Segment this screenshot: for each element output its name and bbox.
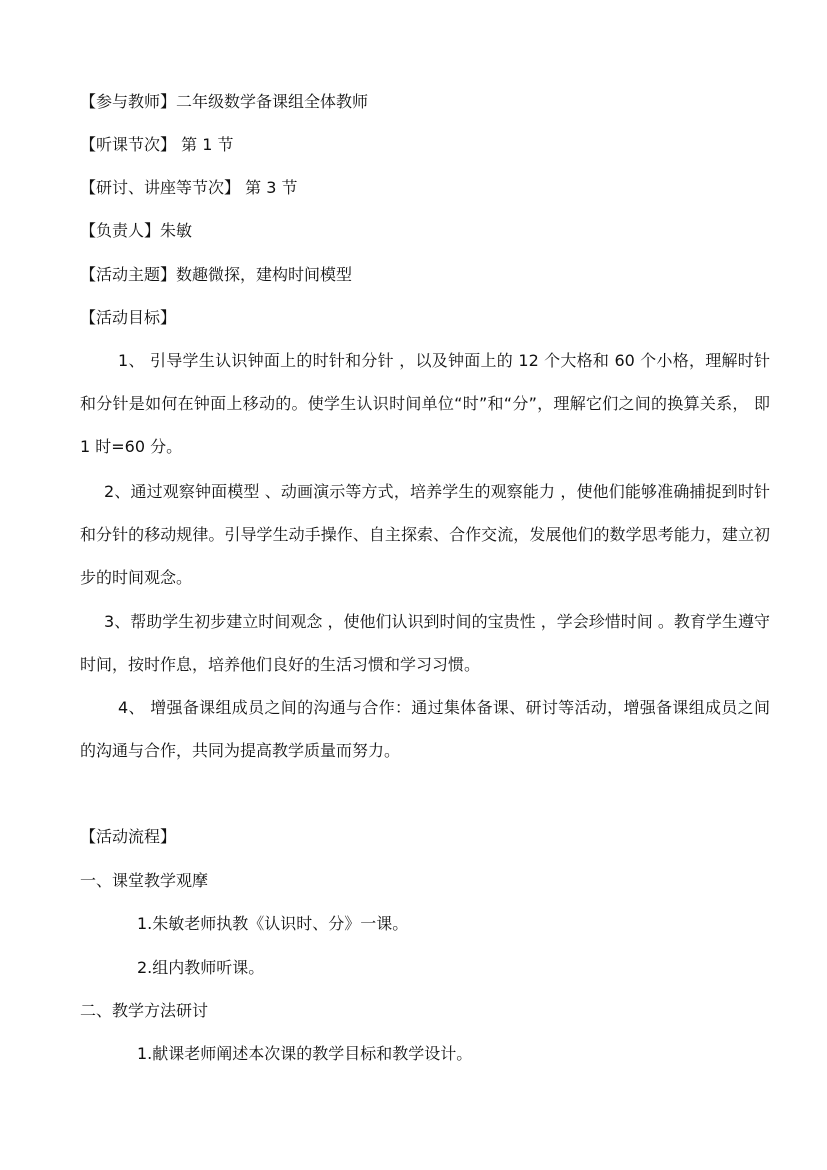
activity-theme-line xyxy=(80,264,352,286)
participants-line xyxy=(80,91,368,113)
activity-theme-label: 【活动主题】 xyxy=(80,265,177,284)
person-in-charge-line xyxy=(80,220,192,242)
participants-label: 【参与教师】 xyxy=(80,92,177,111)
seminar-period-label: 【研讨、讲座等节次】 xyxy=(80,178,241,197)
lesson-period-line xyxy=(80,134,233,156)
activity-theme-value: 数趣微探，建构时间模型 xyxy=(176,265,353,284)
section-1-title: 一、课堂教学观摩 xyxy=(80,871,209,890)
process-heading: 【活动流程】 xyxy=(80,827,177,846)
person-in-charge-value: 朱敏 xyxy=(160,221,193,240)
lesson-period-label: 【听课节次】 xyxy=(80,135,177,154)
person-in-charge-label: 【负责人】 xyxy=(80,221,161,240)
goal-item-4: 4、 增强备课组成员之间的沟通与合作：通过集体备课、研讨等活动，增强备课组成员之间的沟通与合作，共同为提高教学质量而努力。 xyxy=(80,698,770,760)
seminar-period-line xyxy=(80,177,297,199)
seminar-period-value: 第 3 节 xyxy=(240,178,298,197)
goal-item-3: 3、帮助学生初步建立时间观念 ，使他们认识到时间的宝贵性 ，学会珍惜时间 。教育学生遵守时间，按时作息，培养他们良好的生活习惯和学习习惯。 xyxy=(80,612,770,674)
goal-item-2: 2、通过观察钟面模型 、动画演示等方式，培养学生的观察能力 ，使他们能够准确捕捉到时针和分针的移动规律。引导学生动手操作、自主探索、合作交流，发展他们的数学思考能力，建立初步的时间观念。 xyxy=(80,482,770,587)
section-2-item-1: 1.献课老师阐述本次课的教学目标和教学设计。 xyxy=(137,1044,473,1063)
section-1-item-1: 1.朱敏老师执教《认识时、分》一课。 xyxy=(137,914,409,933)
section-1-item-2: 2.组内教师听课。 xyxy=(137,958,265,977)
section-2-title: 二、教学方法研讨 xyxy=(80,1001,209,1020)
lesson-period-value: 第 1 节 xyxy=(176,135,234,154)
participants-value: 二年级数学备课组全体教师 xyxy=(176,92,369,111)
goals-heading: 【活动目标】 xyxy=(80,308,177,327)
goal-item-1: 1、 引导学生认识钟面上的时针和分针 ，以及钟面上的 12 个大格和 60 个小格，理解时针和分针是如何在钟面上移动的。使学生认识时间单位“时”和“分”，理解它们之间的换算关系， 即 1 时=60 分。 xyxy=(80,351,770,456)
